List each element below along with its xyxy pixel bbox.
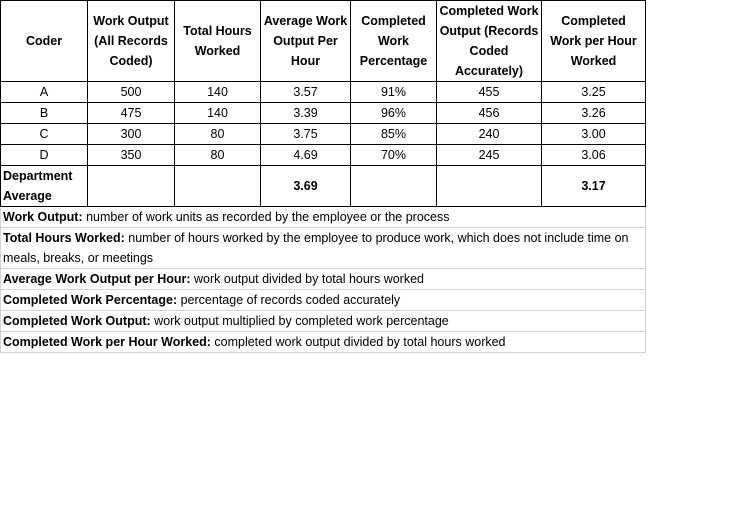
table-row <box>1 103 646 124</box>
cell-completed-output: 455 <box>437 82 542 103</box>
cell-completed-per-hour: 3.06 <box>542 145 646 166</box>
cell-coder: C <box>1 124 88 145</box>
definition-row <box>1 207 646 228</box>
definition-row <box>1 311 646 332</box>
definition-text: percentage of records coded accurately <box>177 293 401 307</box>
cell-avg-output: 3.75 <box>261 124 351 145</box>
definition-text: work output divided by total hours worked <box>190 272 424 286</box>
definition-row <box>1 290 646 311</box>
definition-term: Completed Work Output: <box>3 314 151 328</box>
cell-avg-output: 3.39 <box>261 103 351 124</box>
cell-total-hours: 80 <box>175 124 261 145</box>
avg-empty-cell <box>437 166 542 207</box>
table-row <box>1 124 646 145</box>
table-row <box>1 145 646 166</box>
department-average-label: Department Average <box>1 166 88 207</box>
cell-completed-pct: 96% <box>351 103 437 124</box>
avg-empty-cell <box>351 166 437 207</box>
cell-total-hours: 140 <box>175 103 261 124</box>
header-avg-output-per-hour: Average Work Output Per Hour <box>261 1 351 82</box>
definition-completed-work-pct <box>1 290 646 311</box>
definition-term: Completed Work per Hour Worked: <box>3 335 211 349</box>
cell-completed-output: 245 <box>437 145 542 166</box>
cell-completed-output: 456 <box>437 103 542 124</box>
definition-term: Completed Work Percentage: <box>3 293 178 307</box>
avg-empty-cell <box>88 166 175 207</box>
cell-coder: B <box>1 103 88 124</box>
cell-work-output: 475 <box>88 103 175 124</box>
definition-row <box>1 332 646 353</box>
definition-total-hours <box>1 228 646 269</box>
cell-completed-per-hour: 3.00 <box>542 124 646 145</box>
cell-completed-pct: 85% <box>351 124 437 145</box>
cell-total-hours: 80 <box>175 145 261 166</box>
definition-row <box>1 228 646 269</box>
cell-completed-per-hour: 3.26 <box>542 103 646 124</box>
table-row <box>1 82 646 103</box>
cell-total-hours: 140 <box>175 82 261 103</box>
cell-completed-pct: 70% <box>351 145 437 166</box>
header-row <box>1 1 646 82</box>
avg-empty-cell <box>175 166 261 207</box>
header-coder: Coder <box>1 1 88 82</box>
cell-completed-output: 240 <box>437 124 542 145</box>
definition-term: Work Output: <box>3 210 83 224</box>
definition-text: number of work units as recorded by the employee or the process <box>82 210 450 224</box>
definition-row <box>1 269 646 290</box>
department-average-row <box>1 166 646 207</box>
definition-text: number of hours worked by the employee to produce work, which does not include time on meals, breaks, or meetings <box>3 231 629 265</box>
definition-completed-work-output <box>1 311 646 332</box>
cell-coder: A <box>1 82 88 103</box>
definition-term: Total Hours Worked: <box>3 231 125 245</box>
definition-avg-output-per-hour <box>1 269 646 290</box>
definition-text: completed work output divided by total hours worked <box>210 335 506 349</box>
cell-completed-per-hour: 3.25 <box>542 82 646 103</box>
cell-work-output: 350 <box>88 145 175 166</box>
header-work-output: Work Output (All Records Coded) <box>88 1 175 82</box>
header-completed-work-pct: Completed Work Percentage <box>351 1 437 82</box>
definition-term: Average Work Output per Hour: <box>3 272 191 286</box>
header-completed-per-hour: Completed Work per Hour Worked <box>542 1 646 82</box>
definition-work-output <box>1 207 646 228</box>
cell-work-output: 300 <box>88 124 175 145</box>
header-total-hours: Total Hours Worked <box>175 1 261 82</box>
cell-avg-output: 4.69 <box>261 145 351 166</box>
definition-text: work output multiplied by completed work percentage <box>150 314 449 328</box>
cell-coder: D <box>1 145 88 166</box>
completed-per-hour-average-value: 3.17 <box>542 166 646 207</box>
cell-completed-pct: 91% <box>351 82 437 103</box>
avg-output-per-hour-value: 3.69 <box>261 166 351 207</box>
cell-work-output: 500 <box>88 82 175 103</box>
header-completed-work-output: Completed Work Output (Records Coded Accurately) <box>437 1 542 82</box>
definition-completed-per-hour <box>1 332 646 353</box>
cell-avg-output: 3.57 <box>261 82 351 103</box>
